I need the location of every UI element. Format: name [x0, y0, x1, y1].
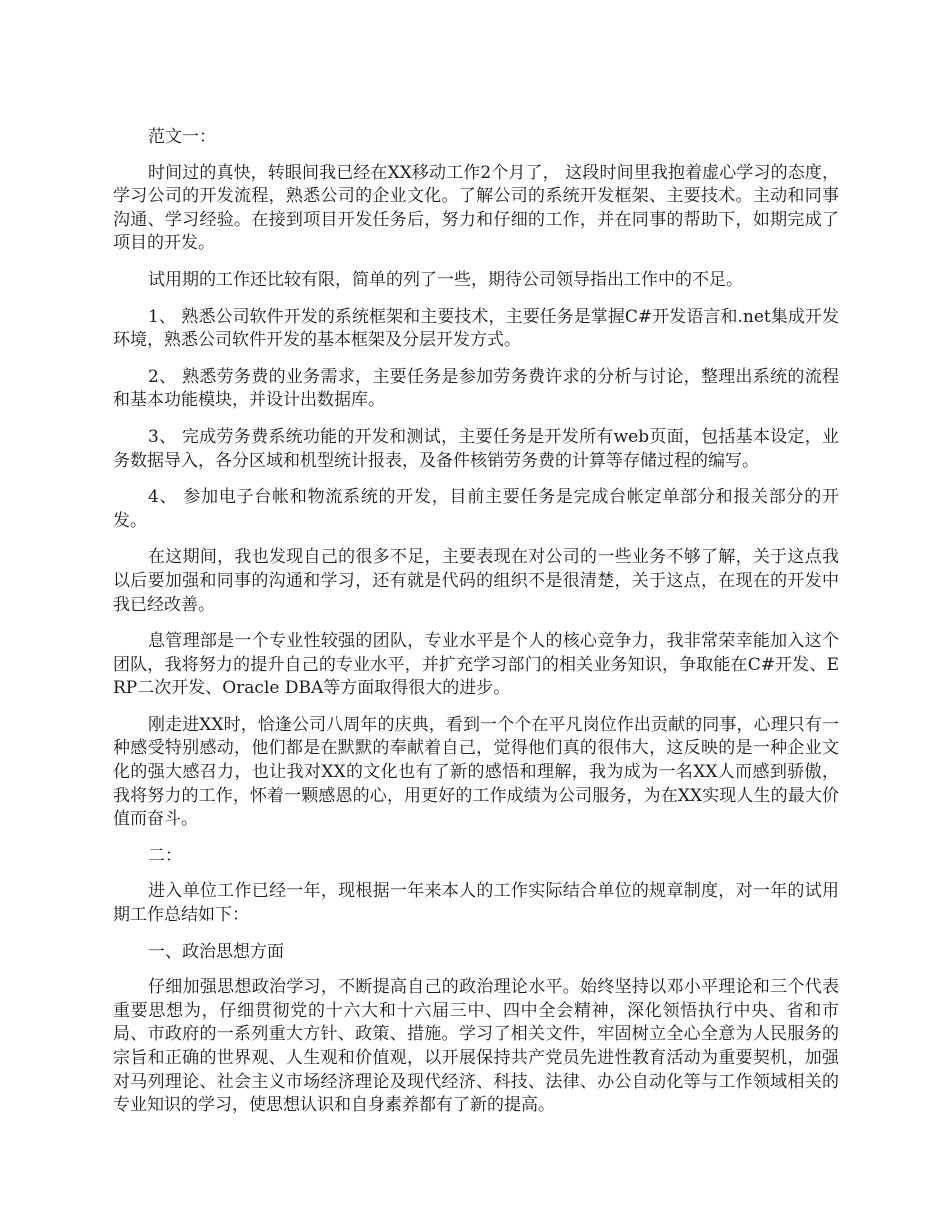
- paragraph-summary: 试用期的工作还比较有限，简单的列了一些，期待公司领导指出工作中的不足。: [148, 269, 743, 290]
- paragraph-culture: 刚走进XX时，恰逢公司八周年的庆典，看到一个个在平凡岗位作出贡献的同事，心理只有一种感受特别感动，他们都是在默默的奉献着自己，觉得他们真的很伟大，这反映的是一种企业文化的强大感召力，也让我对XX的文化也有了新的感悟和理解，我为成为一名XX人而感到骄傲，我将努力的工作，怀着一颗感恩的心，用更好的工作成绩为公司服务，为在XX实现人生的最大价值而奋斗。: [113, 714, 839, 830]
- paragraph-year-summary: 进入单位工作已经一年，现根据一年来本人的工作实际结合单位的规章制度，对一年的试用期工作总结如下：: [113, 881, 839, 926]
- paragraph-politics: 仔细加强思想政治学习，不断提高自己的政治理论水平。始终坚持以邓小平理论和三个代表重要思想为，仔细贯彻党的十六大和十六届三中、四中全会精神，深化领悟执行中央、省和市局、市政府的一系列重大方针、政策、措施。学习了相关文件，牢固树立全心全意为人民服务的宗旨和正确的世界观、人生观和价值观，以开展保持共产党员先进性教育活动为重要契机，加强对马列理论、社会主义市场经济理论及现代经济、科技、法律、办公自动化等与工作领域相关的专业知识的学习，使思想认识和自身素养都有了新的提高。: [113, 977, 839, 1116]
- list-item-4: 4、 参加电子台帐和物流系统的开发，目前主要任务是完成台帐定单部分和报关部分的开发。: [113, 487, 839, 531]
- paragraph-shortcomings: 在这期间，我也发现自己的很多不足，主要表现在对公司的一些业务不够了解，关于这点我以后要加强和同事的沟通和学习，还有就是代码的组织不是很清楚，关于这点，在现在的开发中我已经改善。: [113, 547, 839, 615]
- subsection-heading-politics: 一、政治思想方面: [148, 941, 284, 962]
- paragraph-team: 息管理部是一个专业性较强的团队，专业水平是个人的核心竞争力，我非常荣幸能加入这个团队，我将努力的提升自己的专业水平，并扩充学习部门的相关业务知识，争取能在C#开发、ERP二次开发、Oracle DBA等方面取得很大的进步。: [113, 631, 839, 699]
- section-heading-2: 二：: [148, 845, 182, 866]
- document-page: [113, 126, 839, 1131]
- list-item-2: 2、 熟悉劳务费的业务需求，主要任务是参加劳务费许求的分析与讨论，整理出系统的流程和基本功能模块，并设计出数据库。: [113, 366, 839, 411]
- paragraph-intro: 时间过的真快，转眼间我已经在XX移动工作2个月了， 这段时间里我抱着虚心学习的态度，学习公司的开发流程，熟悉公司的企业文化。了解公司的系统开发框架、主要技术。主动和同事沟通、学习经验。在接到项目开发任务后，努力和仔细的工作，并在同事的帮助下，如期完成了项目的开发。: [113, 162, 839, 254]
- list-item-1: 1、 熟悉公司软件开发的系统框架和主要技术，主要任务是掌握C#开发语言和.net集成开发环境，熟悉公司软件开发的基本框架及分层开发方式。: [113, 306, 839, 351]
- list-item-3: 3、 完成劳务费系统功能的开发和测试，主要任务是开发所有web页面，包括基本设定，业务数据导入，各分区域和机型统计报表，及备件核销劳务费的计算等存储过程的编写。: [113, 426, 839, 471]
- section-heading-1: 范文一：: [148, 127, 216, 147]
